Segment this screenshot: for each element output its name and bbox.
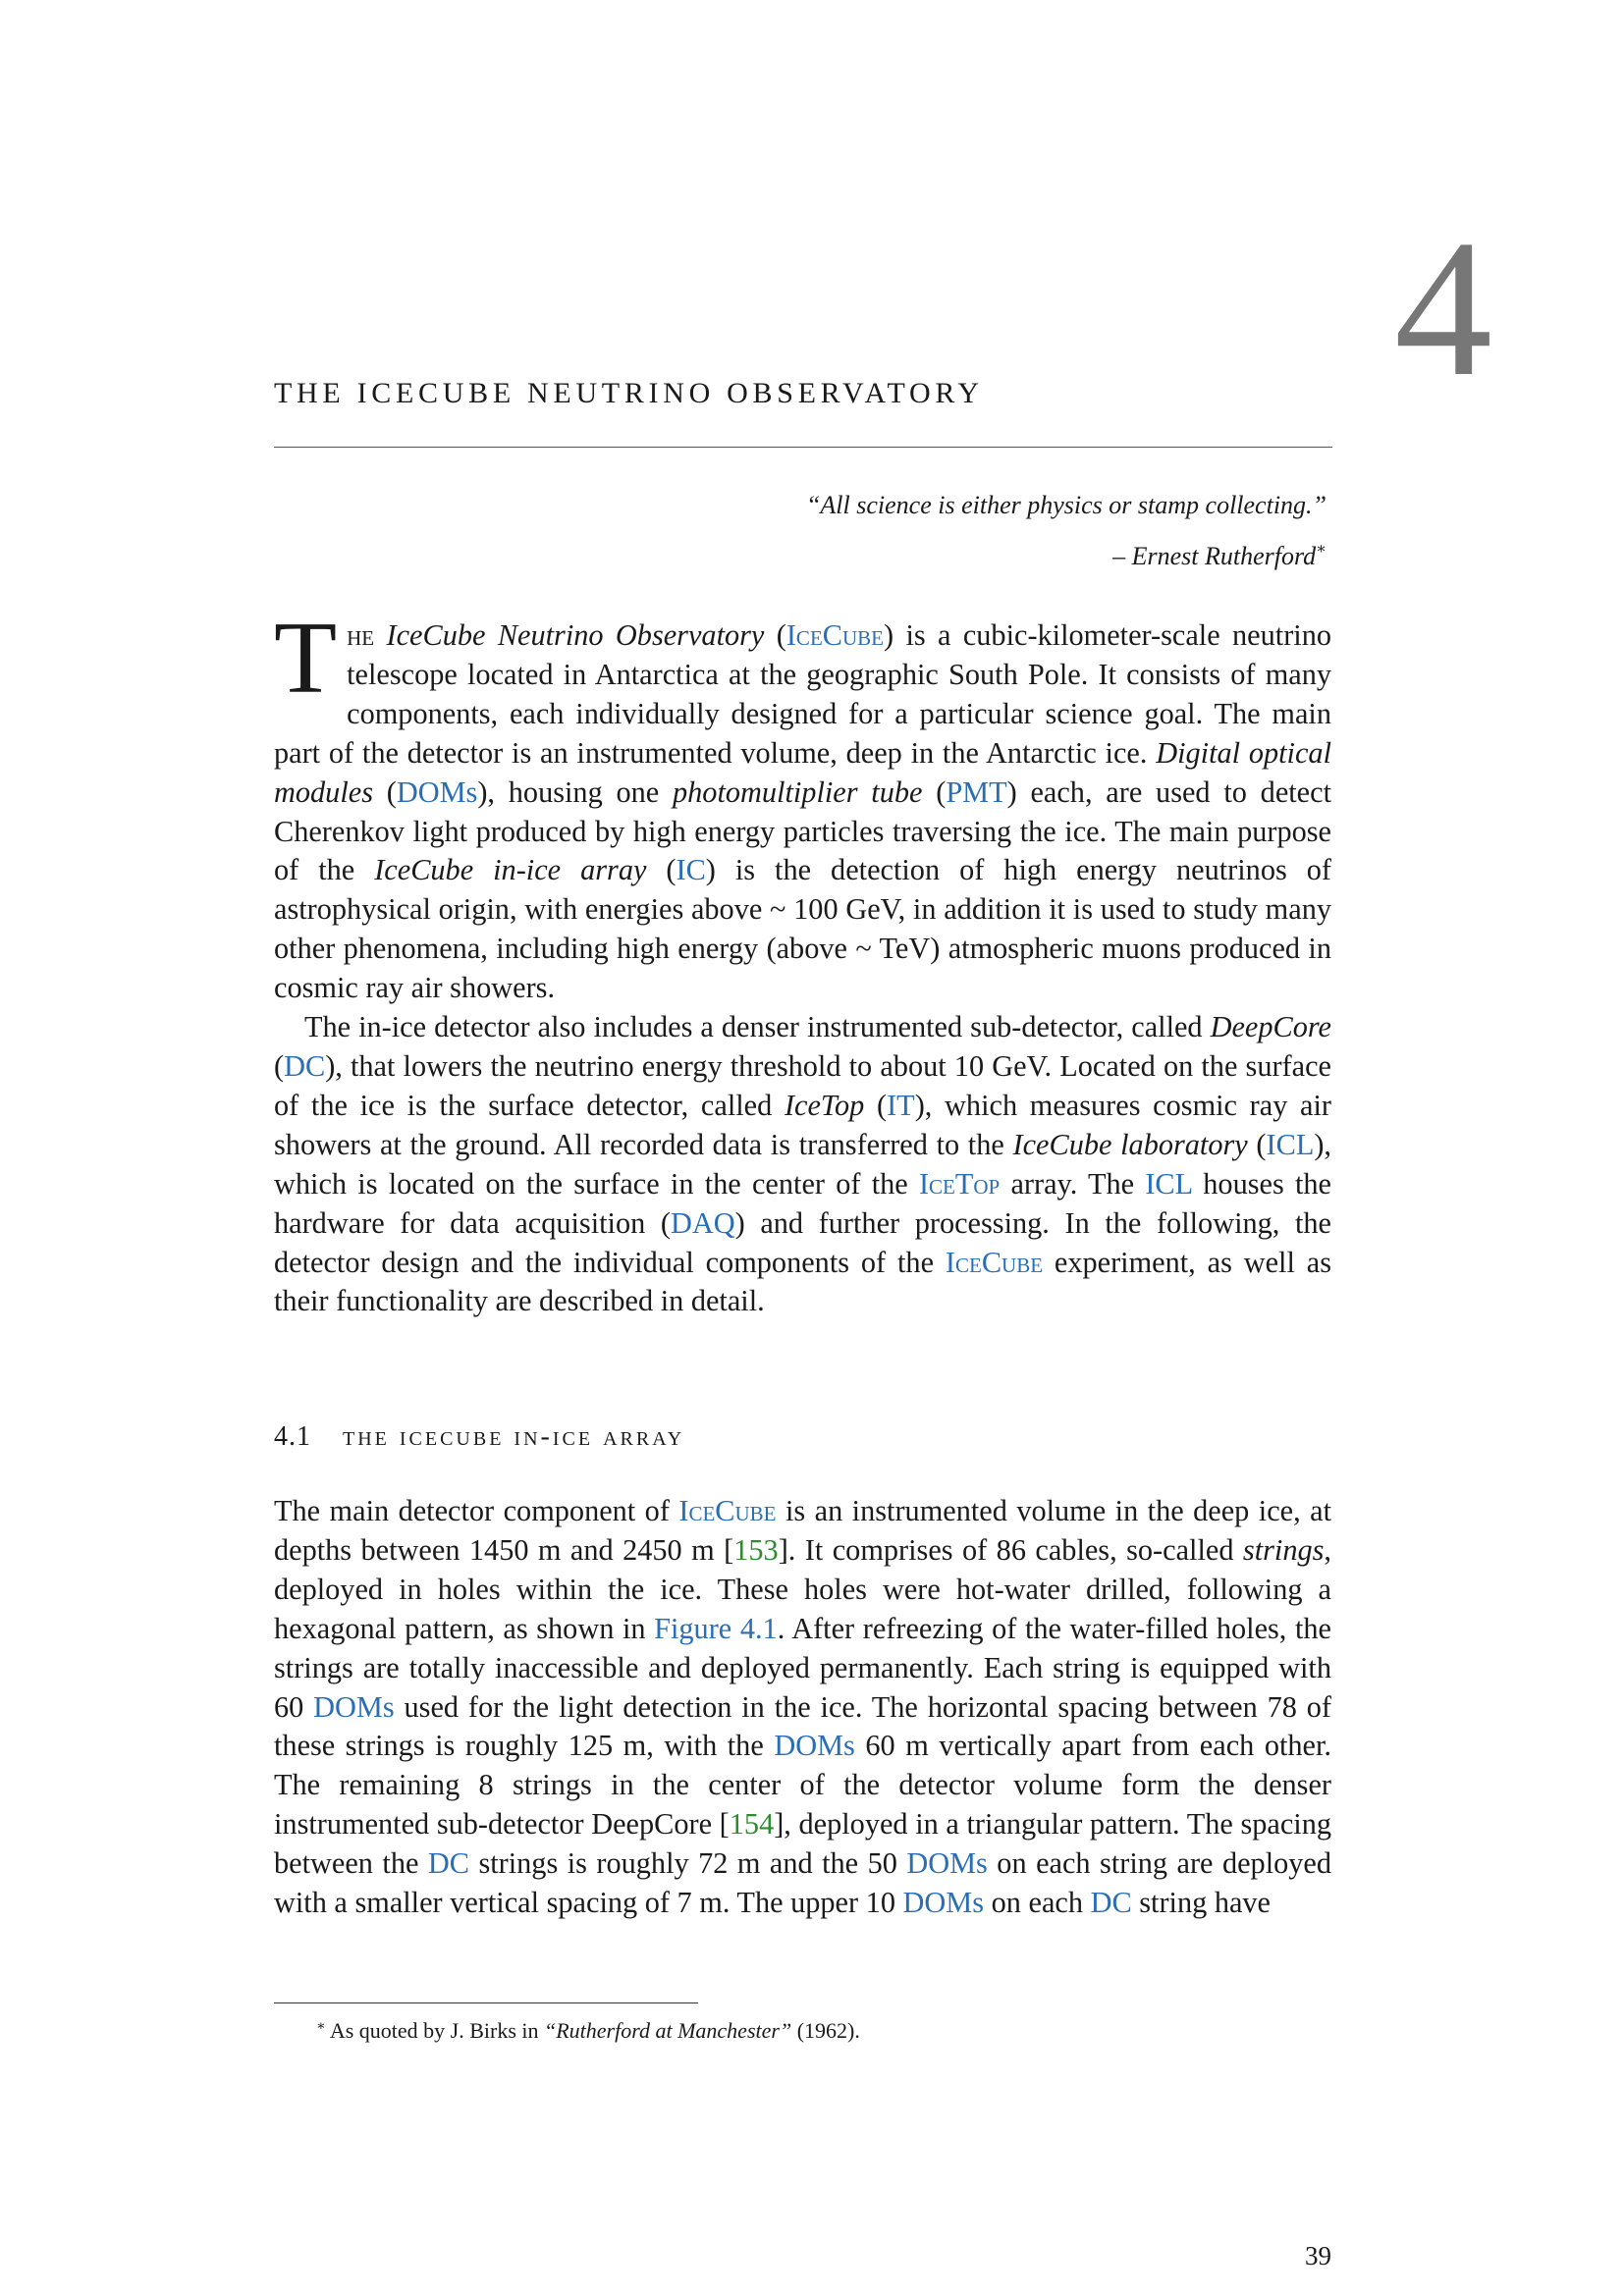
term: photomultiplier tube [673, 774, 923, 809]
text: As quoted by J. Birks in [329, 2018, 544, 2043]
text: (1962). [791, 2018, 860, 2043]
text: is an instrumented volume in the deep ice, at depths between 1450 m and 2450 m [ [274, 1494, 1331, 1567]
acronym-link[interactable]: DOMs [902, 1886, 985, 1920]
text: ], deployed in a triangular pattern. The spacing between the [274, 1807, 1332, 1881]
acronym-link[interactable]: ICL [1145, 1166, 1193, 1201]
section-paragraph [274, 1492, 1331, 1923]
term: Digital optical modules [274, 735, 1331, 809]
acronym-link[interactable]: IceCube [945, 1245, 1044, 1279]
acronym-link[interactable]: IT [887, 1088, 915, 1122]
epigraph-attribution [274, 535, 1326, 571]
text: The in-ice detector also includes a denser instrumented sub-detector, called [304, 1010, 1211, 1044]
drop-cap: T [274, 600, 338, 715]
term: IceTop [784, 1088, 865, 1122]
text: he [347, 618, 375, 652]
footnote [316, 2012, 860, 2046]
text: ( [372, 774, 397, 809]
acronym-link[interactable]: DC [284, 1048, 326, 1083]
acronym-link[interactable]: IceCube [785, 618, 884, 652]
footnote-mark: ∗ [316, 2019, 326, 2034]
figure-link[interactable]: Figure 4.1 [654, 1611, 778, 1645]
acronym-link[interactable]: DOMs [774, 1729, 855, 1763]
title-rule [274, 447, 1332, 448]
epigraph-quote: “All science is either physics or stamp collecting.” [805, 491, 1326, 519]
section-title: the icecube in-ice array [343, 1421, 685, 1452]
text: ( [922, 774, 947, 809]
acronym-link[interactable]: DOMs [906, 1846, 988, 1881]
text: ), that lowers the neutrino energy threshold to about 10 GeV. Located on the surface of the ice is the surface detector, called [274, 1048, 1331, 1122]
text: on each [984, 1886, 1091, 1920]
text: ( [1247, 1127, 1267, 1161]
text: ), which measures cosmic ray air showers at the ground. All recorded data is transferred to the [274, 1088, 1331, 1161]
chapter-number: 4 [1394, 200, 1492, 417]
acronym-link[interactable]: ICL [1266, 1127, 1315, 1161]
acronym-link[interactable]: IceTop [918, 1166, 1001, 1201]
chapter-title: THE ICECUBE NEUTRINO OBSERVATORY [274, 377, 984, 409]
text: array. The [1000, 1166, 1146, 1201]
acronym-link[interactable]: DC [427, 1846, 469, 1881]
page-number: 39 [1305, 2241, 1331, 2270]
text: ( [864, 1088, 888, 1122]
text: ), housing one [477, 774, 673, 809]
epigraph-author: – Ernest Rutherford [1112, 542, 1317, 570]
text: 60 m vertically apart from each other. The remaining 8 strings in the center of the detector volume form the denser instrumented sub-detector DeepCore [ [274, 1729, 1331, 1842]
text: ) and further processing. In the following, the detector design and the individual components of the [274, 1205, 1331, 1279]
term: IceCube laboratory [1012, 1127, 1248, 1161]
term: DeepCore [1210, 1010, 1331, 1044]
section-heading [274, 1419, 684, 1455]
text: ) is a cubic-kilometer-scale neutrino telescope located in Antarctica at the geographic South Pole. It consists of many components, each individually designed for a particular science goal. The main part of the detector is an instrumented volume, deep in the Antarctic ice. [274, 618, 1331, 770]
text: ), which is located on the surface in the center of the [274, 1127, 1332, 1201]
text: ( [646, 853, 677, 887]
acronym-link[interactable]: IC [676, 853, 706, 887]
acronym-link[interactable]: DOMs [396, 774, 478, 809]
intro-paragraph [274, 600, 1332, 1321]
acronym-link[interactable]: DC [1090, 1886, 1132, 1920]
acronym-link[interactable]: PMT [946, 774, 1007, 809]
text: ( [274, 1048, 285, 1083]
citation-link[interactable]: 153 [733, 1532, 779, 1567]
text: ) is the detection of high energy neutrinos of astrophysical origin, with energies above ~ 100 GeV, in addition it is used to study many other phenomena, including high energy (above ~ TeV) atmospheric muons produced in cosmic ray air showers. [274, 853, 1331, 1005]
footnote-rule [274, 2002, 698, 2003]
text: string have [1131, 1886, 1272, 1920]
text: ) each, are used to detect Cherenkov light produced by high energy particles traversing the ice. The main purpose of the [274, 774, 1331, 887]
text: . After refreezing of the water-filled holes, the strings are totally inaccessible and deployed permanently. Each string is equipped with 60 [274, 1611, 1332, 1724]
section-number: 4.1 [274, 1421, 311, 1452]
text: , deployed in holes within the ice. These holes were hot-water drilled, following a hexagonal pattern, as shown in [274, 1532, 1331, 1645]
term: IceCube Neutrino Observatory [386, 618, 765, 652]
citation-link[interactable]: 154 [729, 1807, 775, 1842]
text: The main detector component of [274, 1494, 679, 1527]
acronym-link[interactable]: DOMs [313, 1689, 395, 1724]
text: houses the hardware for data acquisition ( [274, 1166, 1331, 1240]
text: used for the light detection in the ice. The horizontal spacing between 78 of these strings is roughly 125 m, with the [274, 1689, 1331, 1763]
book-title: “Rutherford at Manchester” [544, 2018, 792, 2043]
text: ( [776, 618, 786, 652]
text: on each string are deployed with a smaller vertical spacing of 7 m. The upper 10 [274, 1846, 1331, 1920]
text: experiment, as well as their functionality are described in detail. [274, 1245, 1331, 1318]
footnote-marker[interactable]: ∗ [1316, 541, 1326, 558]
acronym-link[interactable]: DAQ [670, 1205, 735, 1240]
text: ]. It comprises of 86 cables, so-called [778, 1532, 1243, 1567]
text: strings is roughly 72 m and the 50 [468, 1846, 907, 1881]
term: IceCube in-ice array [374, 853, 647, 887]
term: strings [1242, 1532, 1325, 1567]
acronym-link[interactable]: IceCube [678, 1494, 777, 1527]
